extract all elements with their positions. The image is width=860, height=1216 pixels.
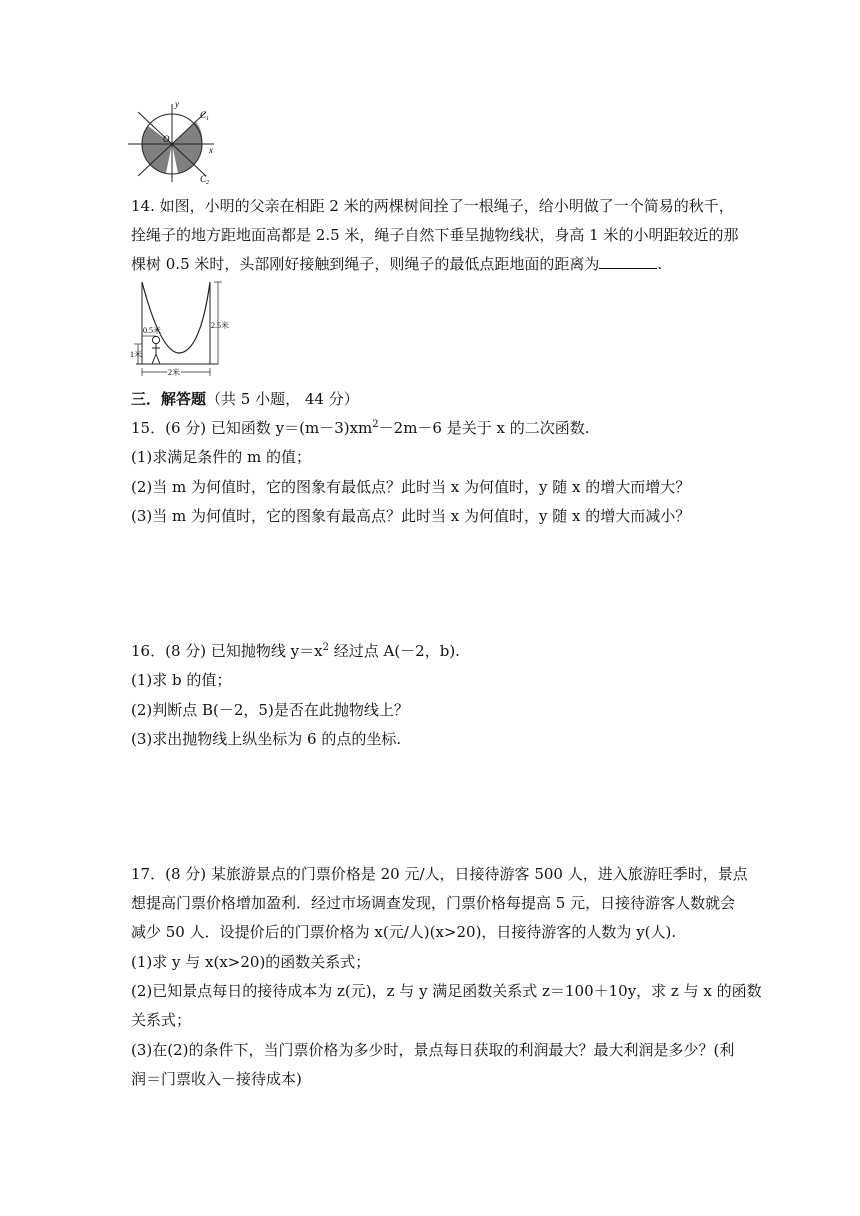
q14-line3-text: 棵树 0.5 米时，头部刚好接触到绳子，则绳子的最低点距地面的距离为 [131,255,600,273]
x-axis-label: x [209,145,213,155]
section-meta: （共 5 小题， 44 分） [206,390,359,408]
q16-part3: (3)求出抛物线上纵坐标为 6 的点的坐标. [131,730,402,748]
y-axis-label: y [175,99,179,109]
q14-line3-end: . [657,255,663,273]
q16-part2: (2)判断点 B(－2，5)是否在此抛物线上？ [131,701,409,719]
q17-part3b: 润＝门票收入－接待成本) [131,1070,302,1088]
q17-part2b: 关系式； [131,1011,192,1029]
q17-line1: 17．(8 分) 某旅游景点的门票价格是 20 元/人，日接待游客 500 人，进入旅游旺季时，景点 [131,865,748,883]
q16-exponent: 2 [322,642,329,653]
q16-part1: (1)求 b 的值； [131,671,232,689]
q16-stem [131,641,460,661]
q15-part3: (3)当 m 为何值时，它的图象有最高点？此时当 x 为何值时，y 随 x 的增大而减小？ [131,507,691,525]
q14-line2: 拴绳子的地方距地面高都是 2.5 米，绳子自然下垂呈抛物线状，身高 1 米的小明距较近的那 [131,226,739,244]
label-0-5m: 0.5米 [143,326,161,335]
c2-label: $C_2$ [200,174,210,186]
section-title: 三．解答题 [131,390,207,408]
q15-exponent: 2 [372,419,379,430]
q16-stem-text: 16．(8 分) 已知抛物线 y＝x [131,642,323,660]
answer-blank[interactable] [599,254,657,269]
q15-stem [131,418,590,438]
circle-sector-figure [126,98,222,186]
q14-line3 [131,254,662,274]
q17-part3a: (3)在(2)的条件下，当门票价格为多少时，景点每日获取的利润最大？最大利润是多少？(利 [131,1041,735,1059]
origin-label: O [163,134,170,144]
swing-figure [130,280,232,378]
q17-part2a: (2)已知景点每日的接待成本为 z(元)，z 与 y 满足函数关系式 z＝100＋10y，求 z 与 x 的函数 [131,982,762,1000]
label-1m: 1米 [130,350,142,359]
label-2m: 2米 [168,368,180,377]
q15-stem-end: －2m－6 是关于 x 的二次函数. [378,419,590,437]
section-heading [131,389,359,409]
q16-stem-end: 经过点 A(－2，b). [328,642,460,660]
q17-line2: 想提高门票价格增加盈利．经过市场调查发现，门票价格每提高 5 元，日接待游客人数就会 [131,894,736,912]
q15-stem-text: 15．(6 分) 已知函数 y＝(m－3)xm [131,419,373,437]
q17-line3: 减少 50 人．设提价后的门票价格为 x(元/人)(x>20)，日接待游客的人数为 y(人). [131,923,677,941]
q14-line1: 14. 如图，小明的父亲在相距 2 米的两棵树间拴了一根绳子，给小明做了一个简易的秋千， [131,197,734,215]
label-2-5m: 2.5米 [211,321,229,330]
q15-part2: (2)当 m 为何值时，它的图象有最低点？此时当 x 为何值时，y 随 x 的增大而增大？ [131,478,691,496]
q17-part1: (1)求 y 与 x(x>20)的函数关系式； [131,953,371,971]
c1-label: $C_1$ [200,110,210,122]
q15-part1: (1)求满足条件的 m 的值； [131,448,312,466]
